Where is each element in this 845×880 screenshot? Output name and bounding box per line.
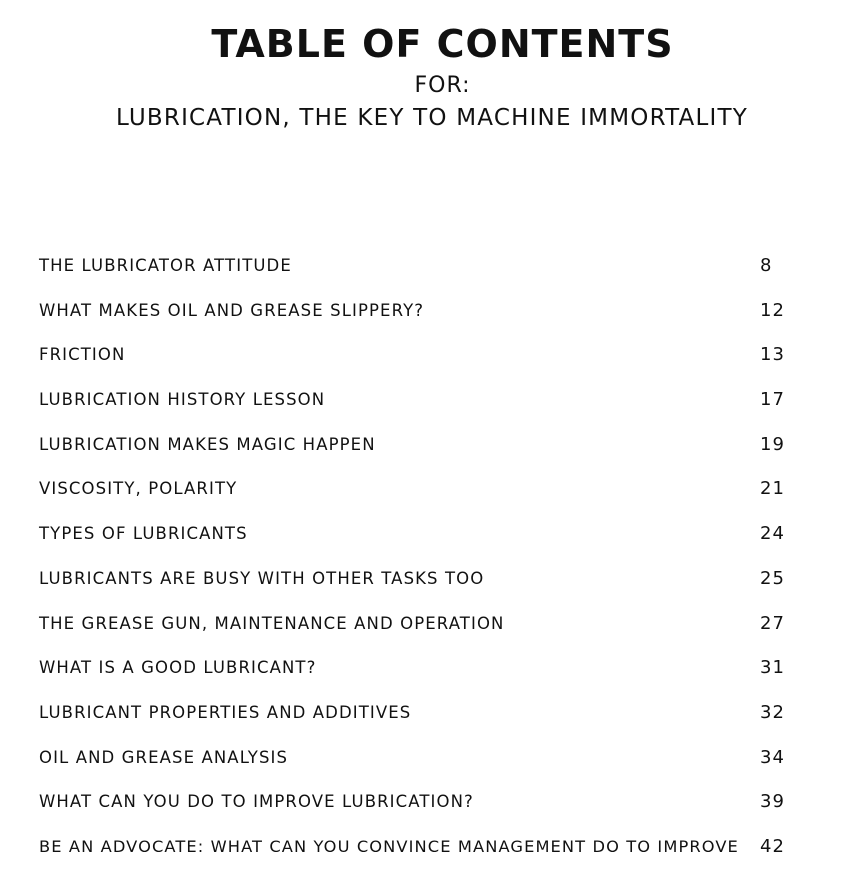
- toc-entry-title: WHAT IS A GOOD LUBRICANT?: [39, 658, 317, 678]
- toc-entry-title: LUBRICATION HISTORY LESSON: [39, 390, 326, 410]
- toc-entry-page: 34: [760, 746, 785, 768]
- toc-entry-title: OIL AND GREASE ANALYSIS: [39, 747, 289, 767]
- toc-entry-page: 32: [760, 701, 785, 723]
- toc-entry-title: LUBRICANTS ARE BUSY WITH OTHER TASKS TOO: [39, 568, 485, 588]
- toc-entry-page: 13: [760, 344, 785, 366]
- toc-entry[interactable]: [39, 790, 799, 835]
- toc-entry[interactable]: [39, 835, 799, 880]
- toc-entry[interactable]: [39, 612, 799, 657]
- toc-entry-title: WHAT MAKES OIL AND GREASE SLIPPERY?: [39, 300, 425, 320]
- page-title: TABLE OF CONTENTS: [211, 22, 674, 66]
- toc-entry-page: 27: [760, 612, 785, 634]
- toc-entry-page: 31: [760, 657, 785, 679]
- toc-entry[interactable]: [39, 299, 799, 344]
- toc-entry[interactable]: [39, 254, 799, 299]
- for-label: FOR:: [414, 73, 471, 98]
- toc-entry[interactable]: [39, 343, 799, 388]
- toc-entry-page: 19: [760, 433, 785, 455]
- toc-entry-page: 12: [760, 299, 785, 321]
- document-subtitle: LUBRICATION, THE KEY TO MACHINE IMMORTALITY: [116, 105, 748, 131]
- toc-entry-title: VISCOSITY, POLARITY: [39, 479, 238, 499]
- toc-entry-title: WHAT CAN YOU DO TO IMPROVE LUBRICATION?: [39, 792, 474, 812]
- toc-entry-title: BE AN ADVOCATE: WHAT CAN YOU CONVINCE MANAGEMENT DO TO IMPROVE: [39, 836, 739, 856]
- toc-entry-page: 24: [760, 523, 785, 545]
- toc-entry-title: LUBRICANT PROPERTIES AND ADDITIVES: [39, 702, 412, 722]
- toc-entry-title: FRICTION: [39, 345, 126, 365]
- toc-entry-title: THE GREASE GUN, MAINTENANCE AND OPERATION: [39, 613, 505, 633]
- toc-entry-page: 17: [760, 389, 785, 411]
- toc-entry[interactable]: [39, 656, 799, 701]
- toc-entry[interactable]: [39, 567, 799, 612]
- toc-entry[interactable]: [39, 388, 799, 433]
- toc-entry-title: LUBRICATION MAKES MAGIC HAPPEN: [39, 434, 376, 454]
- toc-entry[interactable]: [39, 701, 799, 746]
- toc-entry-title: THE LUBRICATOR ATTITUDE: [39, 256, 292, 275]
- toc-entry[interactable]: [39, 522, 799, 567]
- toc-entry-page: 25: [760, 567, 785, 589]
- toc-entry[interactable]: [39, 746, 799, 791]
- toc-entry[interactable]: [39, 477, 799, 522]
- toc-entry-title: TYPES OF LUBRICANTS: [39, 524, 248, 544]
- toc-entry-page: 42: [760, 835, 785, 857]
- toc-entry-page: 39: [760, 791, 785, 813]
- toc-entry-page: 21: [760, 478, 785, 500]
- toc-entry-page: 8: [760, 255, 773, 276]
- table-of-contents: [39, 254, 799, 880]
- toc-entry[interactable]: [39, 433, 799, 478]
